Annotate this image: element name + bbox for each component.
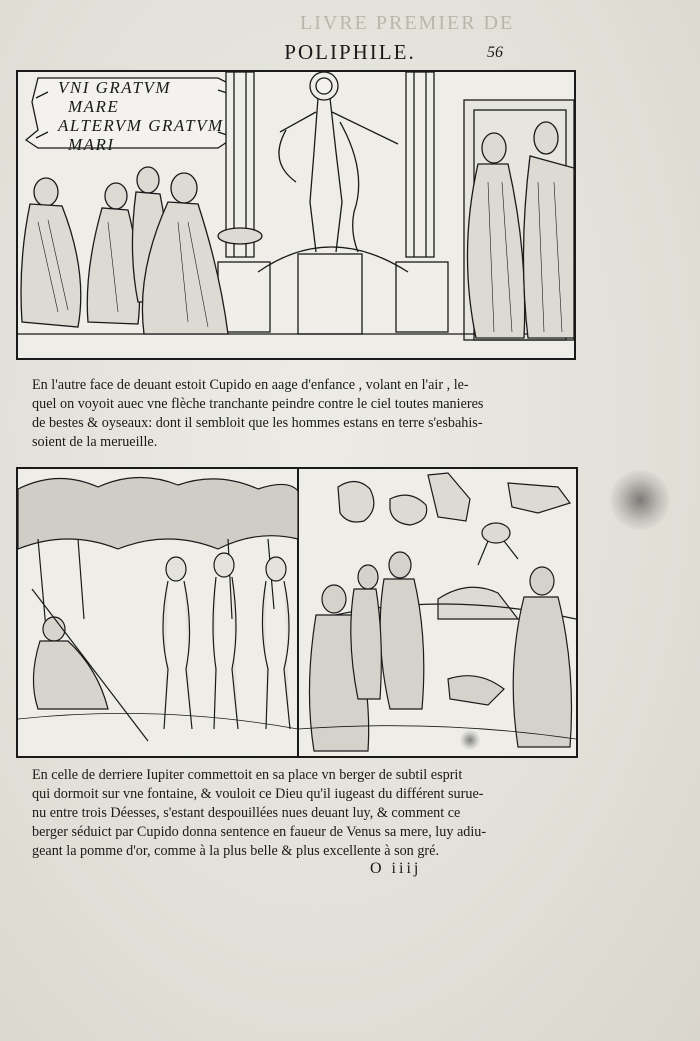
paragraph-cupid [32, 376, 572, 452]
text-line: berger séduict par Cupido donna sentence en faueur de Venus sa mere, luy adiu- [32, 824, 487, 840]
inscription-line: ALTERVM GRATVM [58, 116, 224, 135]
inscription-line: MARE [68, 97, 120, 116]
ink-blot [460, 730, 480, 750]
text-line: soient de la merueille. [32, 434, 158, 450]
paragraph-jupiter [32, 766, 572, 861]
inscription-line: MARI [68, 135, 115, 154]
text-line: nu entre trois Déesses, s'estant despouillées nues deuant luy, & comment ce [32, 805, 461, 821]
ink-blot [610, 470, 670, 530]
banner-inscription [58, 78, 224, 154]
bleed-through-text: LIVRE PREMIER DE [300, 12, 515, 34]
text-line: geant la pomme d'or, comme à la plus belle & plus excellente à son gré. [32, 843, 439, 859]
inscription-line: VNI GRATVM [58, 78, 172, 97]
woodcut-judgment-scene [16, 467, 578, 758]
text-line: qui dormoit sur vne fontaine, & vouloit ce Dieu qu'il iugeast du différent suruе- [32, 786, 484, 802]
text-line: de bestes & oyseaux: dont il sembloit que les hommes estans en terre s'esbahis- [32, 415, 483, 431]
text-line: En celle de derriere Iupiter commettoit en sa place vn berger de subtil esprit [32, 767, 463, 783]
running-head: POLIPHILE. [284, 40, 416, 64]
text-line: En l'autre face de deuant estoit Cupido en aage d'enfance , volant en l'air , le- [32, 377, 469, 393]
judgment-scene-drawing [18, 469, 576, 756]
folio-number: 56 [487, 44, 503, 61]
text-line: quel on voyoit auec vne flèche tranchante peindre contre le ciel toutes manieres [32, 396, 484, 412]
signature-mark: O iiij [370, 860, 422, 877]
woodcut-temple-scene [16, 70, 576, 360]
